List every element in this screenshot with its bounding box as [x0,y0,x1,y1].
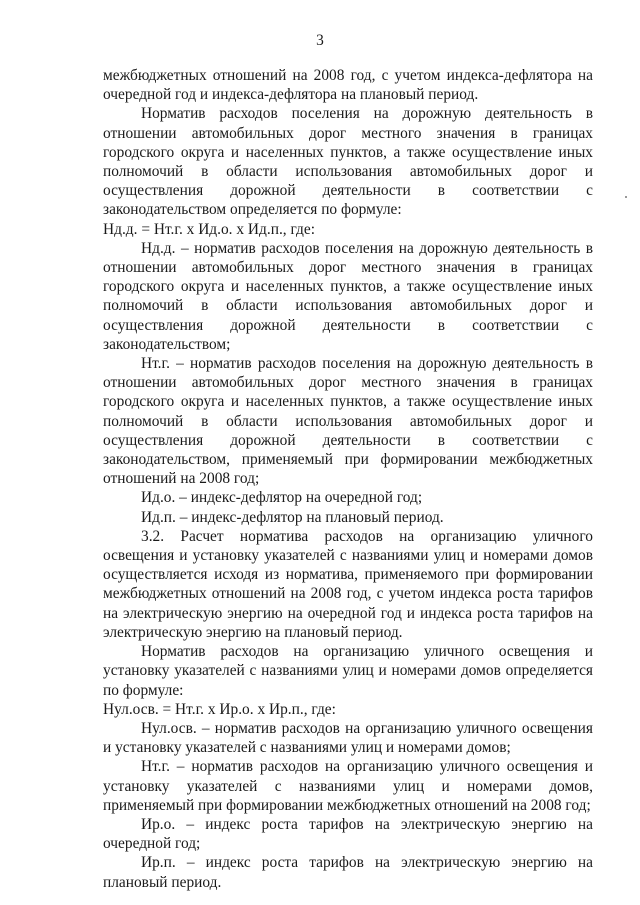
definition-nulosv: Нул.осв. – норматив расходов на организацию уличного освещения и установку указателей с названиями улиц и номерами домов; [103,719,593,757]
paragraph-road-norm-intro: Норматив расходов поселения на дорожную деятельность в отношении автомобильных дорог местного значения в границах городского округа и населенных пунктов, а также осуществление иных полномочий в области использования автомобильных дорог и осуществления дорожной деятельности в соответствии с законодательством определяется по формуле: [103,105,593,219]
definition-ntg-road: Нт.г. – норматив расходов поселения на дорожную деятельность в отношении автомобильных дорог местного значения в границах городского округа и населенных пунктов, а также осуществление иных полномочий в области использования автомобильных дорог и осуществления дорожной деятельности в соответствии с законодательством, применяемый при формировании межбюджетных отношений на 2008 год; [103,355,593,488]
definition-irp: Ир.п. – индекс роста тарифов на электрическую энергию на плановый период. [103,854,593,891]
scan-speck [625,196,627,198]
page-number: 3 [316,32,324,49]
definition-idp: Ид.п. – индекс-дефлятор на плановый период. [141,508,444,526]
paragraph-continuation: межбюджетных отношений на 2008 год, с учетом индекса-дефлятора на очередной год и индекса-дефлятора на плановый период. [103,67,593,104]
definition-ntg-lighting: Нт.г. – норматив расходов на организацию уличного освещения и установку указателей с названиями улиц и номерами домов, применяемый при формировании межбюджетных отношений на 2008 год; [103,758,593,814]
definition-iro: Ир.о. – индекс роста тарифов на электрическую энергию на очередной год; [103,815,593,853]
paragraph-section-3-2: 3.2. Расчет норматива расходов на организацию уличного освещения и установку указателей с названиями улиц и номерами домов осуществляется исходя из норматива, применяемого при формировании межбюджетных отношений на 2008 год, с учетом индекса роста тарифов на электрическую энергию на очередной год и индекса роста тарифов на электрическую энергию на плановый период. [103,527,593,641]
formula-lighting-norm: Нул.осв. = Нт.г. x Ир.о. x Ир.п., где: [103,700,336,718]
definition-ndd: Нд.д. – норматив расходов поселения на дорожную деятельность в отношении автомобильных дорог местного значения в границах городского округа и населенных пунктов, а также осуществление иных полномочий в области использования автомобильных дорог и осуществления дорожной деятельности в соответствии с законодательством; [103,239,593,353]
document-body [103,66,593,892]
formula-road-norm: Нд.д. = Нт.г. x Ид.о. x Ид.п., где: [103,220,315,238]
definition-ido: Ид.о. – индекс-дефлятор на очередной год; [141,489,423,507]
paragraph-lighting-norm-intro: Норматив расходов на организацию уличного освещения и установку указателей с названиями улиц и номерами домов определяется по формуле: [103,643,593,699]
